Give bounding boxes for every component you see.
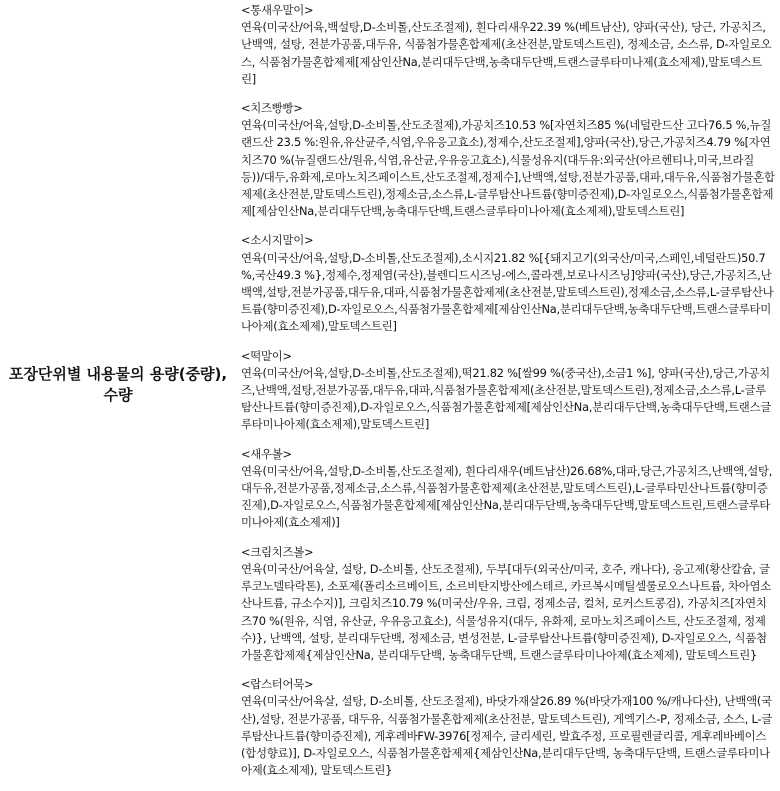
section-title: <치즈빵빵>	[241, 101, 303, 116]
section-tteok-mari	[241, 348, 775, 434]
section-title: <크림치즈볼>	[241, 544, 314, 559]
section-ingredients: 연육(미국산/어육,설탕,D-소비톨,산도조절제),소시지21.82 %[{돼지고기(외국산/미국,스페인,네덜란드)50.7 %,국산49.3 %},정제수,정제염(국산),블렌디드시즈닝-에스,콜라겐,보로나시즈닝]양파(국산),당근,가공치즈,난백액,설탕,전분가공품,대두유,대파,식품첨가물혼합제제(초산전분,말토덱스트린),정제소금,소스류,L-글루탐산나트륨(향미증진제),D-자일로오스,식품첨가물혼합제제[제삼인산Na,분리대두단백,농축대두단백,트랜스글루타미나아제(효소제제),말토덱스트린]	[241, 250, 774, 334]
section-ingredients: 연육(미국산/어육,설탕,D-소비톨,산도조절제),떡21.82 %[쌀99 %(중국산),소금1 %], 양파(국산),당근,가공치즈,난백액,설탕,전분가공품,대두유,대파,식품첨가물혼합제제(초산전분,말토덱스트린),정제소금,소스류,L-글루탐산나트륨(향미증진제),D-자일로오스,식품첨가물혼합제제[제삼인산Na,분리대두단백,농축대두단백,트랜스글루타미나아제(효소제제),말토덱스트린]	[241, 365, 771, 432]
section-title: <소시지말이>	[241, 233, 314, 248]
section-title: <새우볼>	[241, 446, 292, 461]
section-ingredients: 연육(미국산/어육,설탕,D-소비톨,산도조절제), 흰다리새우(베트남산)26.68%,대파,당근,가공치즈,난백액,설탕,대두유,전분가공품,정제소금,소스류,식품첨가물혼합제제(초산전분,말토덱스트린),L-글루타민산나트륨(향미증진제),D-자일로오스,식품첨가물혼합제제[제삼인산Na,분리대두단백,농축대두단백,말토덱스트린,트랜스글루타미나아제(효소제제)]	[241, 463, 773, 530]
row-label: 포장단위별 내용물의 용량(중량), 수량	[8, 365, 228, 404]
section-cream-cheese-ball	[241, 544, 775, 664]
section-lobster-eomuk	[241, 676, 775, 779]
section-ingredients: 연육(미국산/어육살, 설탕, D-소비톨, 산도조절제), 바닷가재살26.89 %(바닷가재100 %/캐나다산), 난백액(국산),설탕, 전분가공품, 대두유, 식품첨가물혼합제제(초산전분, 말토덱스트린), 게엑기스-P, 정제소금, 소스, L-글루탐산나트륨(향미증진제), 게후레바FW-3976[정제수, 글리세린, 발효주정, 프로필렌글리콜, 게후레바베이스(합성향료)], D-자일로오스, 식품첨가물혼합제제{제삼인산Na,분리대두단백, 농축대두단백, 트랜스글루타미나아제(효소제제), 말토덱스트린}	[241, 694, 773, 778]
row-value-cell	[241, 2, 775, 791]
section-title: <랍스터어묵>	[241, 677, 314, 692]
section-ingredients: 연육(미국산/어육,백설탕,D-소비톨,산도조절제), 흰다리새우22.39 %(베트남산), 양파(국산), 당근, 가공치즈, 난백액, 설탕, 전분가공품,대두유, 식품첨가물혼합제제(초산전분,말토덱스트린), 정제소금, 소스류, D-자일로오스, 식품첨가물혼합제제[제삼인산Na,분리대두단백,농축대두단백,트랜스글루타미나제(효소제제),말토덱스트린]	[241, 20, 772, 86]
section-cheese-bbangbbang	[241, 100, 775, 220]
section-tongsaeu-mari	[241, 2, 775, 88]
section-title: <떡말이>	[241, 348, 292, 363]
section-title: <통새우말이>	[241, 3, 314, 17]
section-shrimp-ball	[241, 446, 775, 532]
section-ingredients: 연육(미국산/어육살, 설탕, D-소비톨, 산도조절제), 두부[대두(외국산/미국, 호주, 캐나다), 응고제(황산칼슘, 글루코노델타락톤), 소포제(폴리소르베이트, 소르비탄지방산에스테르, 카르복시메틸셀룰로오스나트륨, 차아염소산나트륨, 규소수지)], 크림치즈10.79 %(미국산/우유, 크림, 정제소금, 컬처, 로커스트콩검), 가공치즈[자연치즈70 %(원유, 식염, 유산균, 우유응고효소), 식물성유지(대두, 유화제, 로마노치즈페이스트, 산도조절제, 정제수)}, 난백액, 설탕, 분리대두단백, 정제소금, 변성전분, L-글루탐산나트륨(향미증진제), D-자일로오스, 식품첨가물혼합제제{제삼인산Na, 분리대두단백, 농축대두단백, 트랜스글루타미나아제(효소제제), 말토덱스트린}	[241, 561, 772, 662]
section-sausage-mari	[241, 232, 775, 335]
row-header-cell	[0, 0, 236, 780]
section-ingredients: 연육(미국산/어육,설탕,D-소비톨,산도조절제),가공치즈10.53 %[자연치즈85 %(네덜란드산 고다76.5 %,뉴질랜드산 23.5 %:원유,유산균주,식염,우유응고효소),정제수,산도조절제],양파(국산),당근,가공치즈4.79 %[자연치즈70 %(뉴질랜드산/원유,식염,유산균,우유응고효소),식물성유지(대두유:외국산(아르헨티나,미국,브라질 등))/대두,유화제,로마노치즈페이스트,산도조절제,정제수],난백액,설탕,전분가공품,대파,대두유,식품첨가물혼합제제(초산전분,말토덱스트린),정제소금,소스류,L-글루탐산나트륨(향미증진제),D-자일로오스,식품첨가물혼합제제[제삼인산Na,분리대두단백,농축대두단백,트랜스글루타미나아제(효소제제),말토덱스트린]	[241, 118, 775, 219]
